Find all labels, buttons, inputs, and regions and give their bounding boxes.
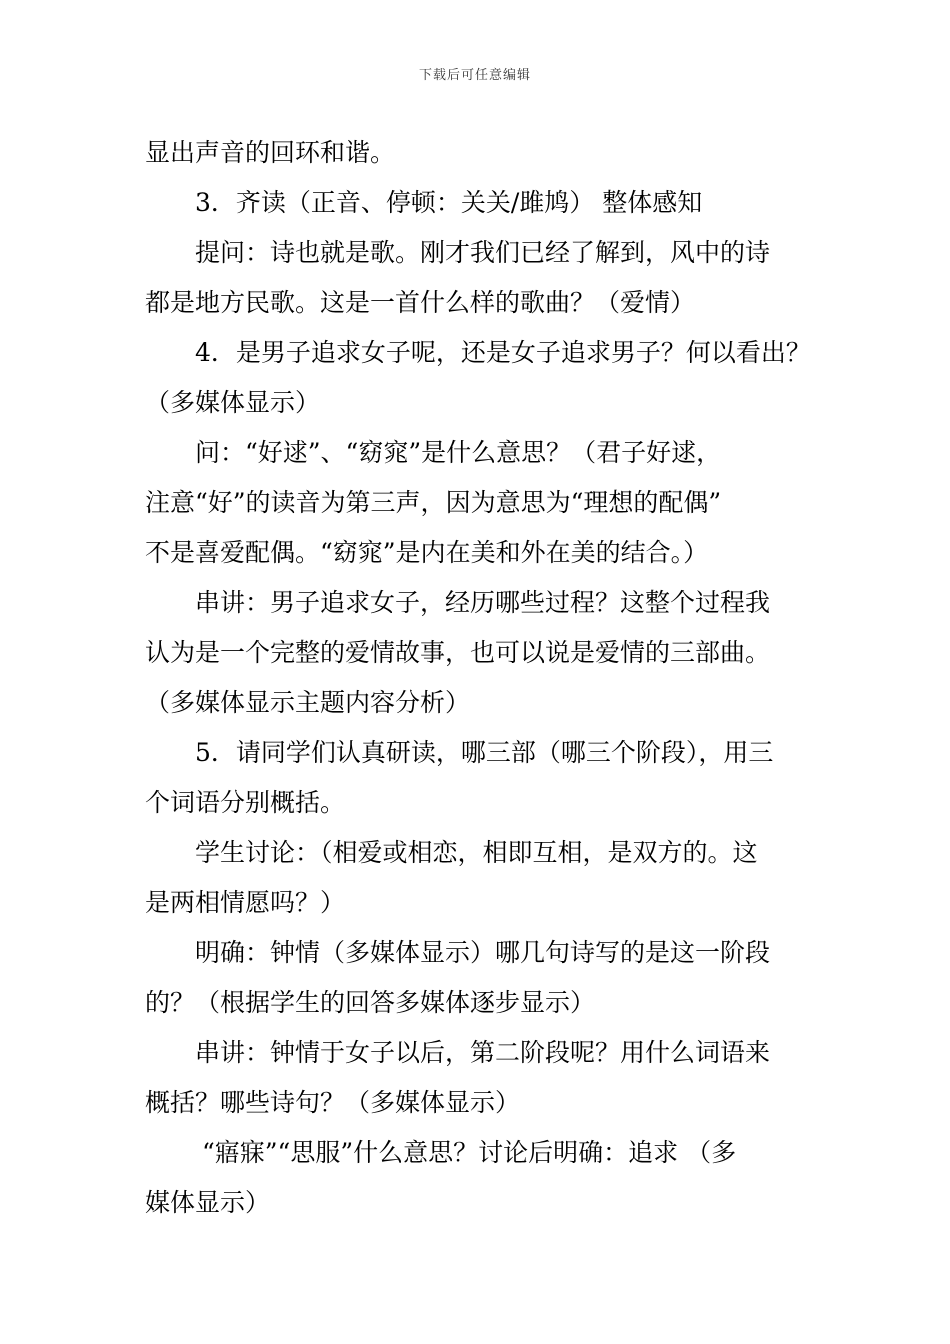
text-line: 4．是男子追求女子呢，还是女子追求男子？何以看出？ — [195, 338, 811, 367]
text-line: 3．齐读（正音、停顿：关关/雎鸠） 整体感知 — [195, 188, 703, 217]
text-line: 问：“好逑”、“窈窕”是什么意思？（君子好逑， — [195, 438, 722, 467]
text-line: 个词语分别概括。 — [145, 788, 346, 817]
text-line: （多媒体显示） — [145, 388, 321, 417]
text-line: 都是地方民歌。这是一首什么样的歌曲？（爱情） — [145, 288, 696, 317]
text-line: 明确：钟情（多媒体显示）哪几句诗写的是这一阶段 — [195, 938, 771, 967]
text-line: 概括？哪些诗句？（多媒体显示） — [145, 1088, 521, 1117]
text-line: 是两相情愿吗？） — [145, 888, 346, 917]
text-line: （多媒体显示主题内容分析） — [145, 688, 471, 717]
text-line: 5．请同学们认真研读，哪三部（哪三个阶段），用三 — [195, 738, 774, 767]
text-line: “寤寐”“思服”什么意思？讨论后明确：追求 （多 — [202, 1138, 737, 1167]
document-body — [145, 128, 810, 1228]
text-line: 的？（根据学生的回答多媒体逐步显示） — [145, 988, 596, 1017]
page-header: 下载后可任意编辑 — [418, 68, 531, 83]
text-line: 注意“好”的读音为第三声，因为意思为“理想的配偶” — [145, 488, 722, 517]
text-line: 不是喜爱配偶。“窈窕”是内在美和外在美的结合。） — [145, 538, 709, 567]
text-line: 显出声音的回环和谐。 — [145, 138, 396, 167]
text-line: 串讲：男子追求女子，经历哪些过程？这整个过程我 — [195, 588, 771, 617]
text-line: 媒体显示） — [145, 1188, 271, 1217]
text-line: 提问：诗也就是歌。刚才我们已经了解到，风中的诗 — [195, 238, 771, 267]
text-line: 串讲：钟情于女子以后，第二阶段呢？用什么词语来 — [195, 1038, 771, 1067]
text-line: 学生讨论：（相爱或相恋，相即互相，是双方的。这 — [195, 838, 758, 867]
text-line: 认为是一个完整的爱情故事，也可以说是爱情的三部曲。 — [145, 638, 771, 667]
